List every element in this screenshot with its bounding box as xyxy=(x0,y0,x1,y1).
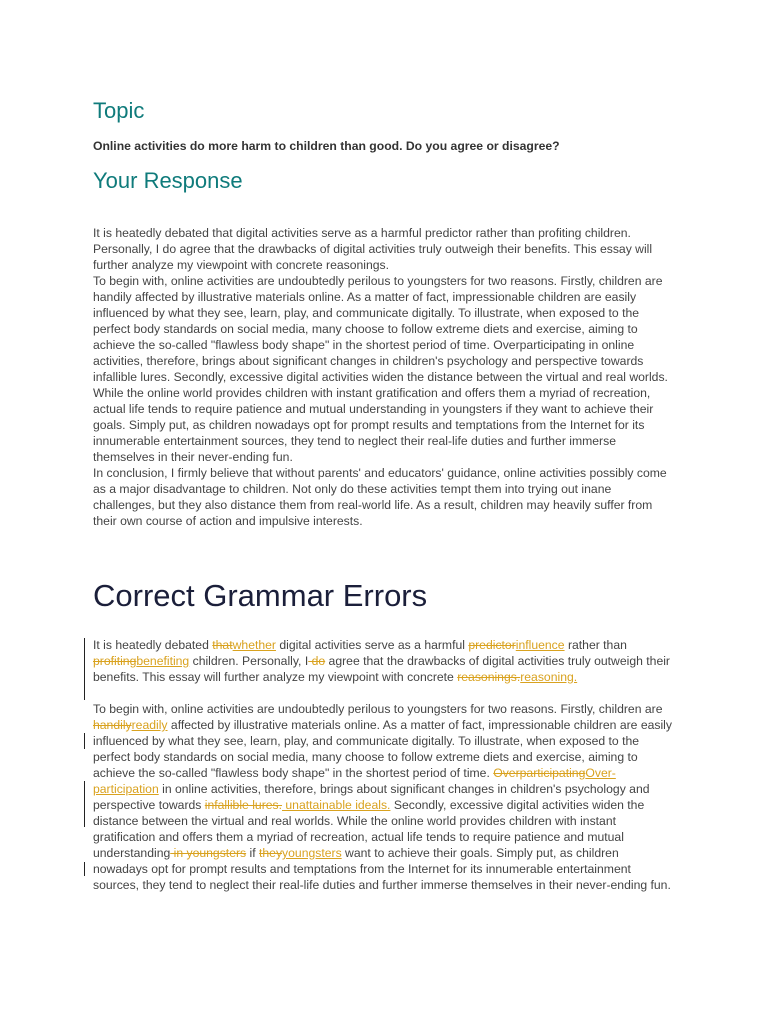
deleted-text: profiting xyxy=(93,654,137,668)
deleted-text: Overparticipating xyxy=(493,766,586,780)
deleted-text: handily xyxy=(93,718,132,732)
deleted-text: in youngsters xyxy=(170,846,247,860)
inserted-text: Over-participation xyxy=(93,766,616,796)
text-run: To begin with, online activities are undoubtedly perilous to youngsters for two reasons. Firstly, children are xyxy=(93,702,663,716)
corrected-paragraph-1 xyxy=(93,637,675,685)
change-bar xyxy=(84,638,85,700)
essay-paragraph-body: To begin with, online activities are undoubtedly perilous to youngsters for two reasons. Firstly, children are handily affected by illustrative materials online. As a matter of fact, impressionable children are easily influenced by what they see, learn, play, and communicate digitally. To illustrate, when exposed to the perfect body standards on social media, many choose to follow extreme diets and exercise, aiming to achieve the so-called "flawless body shape" in the shortest period of time. Overparticipating in online activities, therefore, brings about significant changes in children's psychology and perspective towards infallible lures. Secondly, excessive digital activities widen the distance between the virtual and real worlds. While the online world provides children with instant gratification and offers them a myriad of recreation, actual life tends to require patience and mutual understanding in youngsters if they want to achieve their goals. Simply put, as children nowadays opt for prompt results and temptations from the Internet for its innumerable entertainment sources, they tend to neglect their real-life duties and further immerse themselves in their never-ending fun. xyxy=(93,274,668,464)
text-run: Secondly, excessive digital activities widen the distance between the virtual and real worlds. While the online world provides children with instant gratification and offers them a myriad of recreation, actual life tends to require patience and mutual understanding xyxy=(93,798,645,860)
inserted-text: reasoning. xyxy=(520,670,578,684)
essay-paragraph-conclusion: In conclusion, I firmly believe that without parents' and educators' guidance, online activities possibly come as a major disadvantage to children. Not only do these activities tempt them into trying out inane challenges, but they also distance them from real-world life. As a result, children may heavily suffer from their own course of action and impulsive interests. xyxy=(93,466,667,528)
deleted-text: reasonings. xyxy=(457,670,521,684)
text-run: affected by illustrative materials online. As a matter of fact, impressionable children are easily influenced by what they see, learn, play, and communicate digitally. To illustrate, when exposed to the perfect body standards on social media, many choose to follow extreme diets and exercise, aiming to achieve the so-called "flawless body shape" in the shortest period of time. xyxy=(93,718,672,780)
topic-question: Online activities do more harm to children than good. Do you agree or disagree? xyxy=(93,139,560,153)
deleted-text: predictor xyxy=(468,638,516,652)
text-run: children. Personally, I xyxy=(189,654,309,668)
text-run: want to achieve their goals. Simply put, as children nowadays opt for prompt results and temptations from the Internet for its innumerable entertainment sources, they tend to neglect their real-life duties and further immerse themselves in their never-ending fun. xyxy=(93,846,671,892)
deleted-text: they xyxy=(259,846,283,860)
text-run: if xyxy=(246,846,259,860)
inserted-text: unattainable ideals. xyxy=(282,798,391,812)
change-bar xyxy=(84,781,85,827)
topic-heading: Topic xyxy=(93,98,145,123)
corrected-text xyxy=(93,637,675,909)
text-run: rather than xyxy=(564,638,627,652)
change-bar xyxy=(84,733,85,749)
text-run: in online activities, therefore, brings about significant changes in children's psychology and perspective towards xyxy=(93,782,650,812)
text-run: agree that the drawbacks of digital activities truly outweigh their benefits. This essay will further analyze my viewpoint with concrete xyxy=(93,654,670,684)
response-heading: Your Response xyxy=(93,168,243,193)
essay-paragraph-intro: It is heatedly debated that digital activities serve as a harmful predictor rather than profiting children. Personally, I do agree that the drawbacks of digital activities truly outweigh their benefits. This essay will further analyze my viewpoint with concrete reasonings. xyxy=(93,226,653,272)
text-run: It is heatedly debated xyxy=(93,638,213,652)
deleted-text: infallible lures. xyxy=(204,798,283,812)
text-run: digital activities serve as a harmful xyxy=(275,638,469,652)
inserted-text: influence xyxy=(515,638,565,652)
essay-response xyxy=(93,225,673,529)
inserted-text: readily xyxy=(131,718,168,732)
change-bar xyxy=(84,862,85,876)
corrected-paragraph-2 xyxy=(93,701,675,893)
deleted-text: that xyxy=(212,638,233,652)
inserted-text: youngsters xyxy=(282,846,342,860)
deleted-text: do xyxy=(308,654,326,668)
corrections-heading: Correct Grammar Errors xyxy=(93,578,428,613)
inserted-text: whether xyxy=(232,638,276,652)
inserted-text: benefiting xyxy=(136,654,190,668)
